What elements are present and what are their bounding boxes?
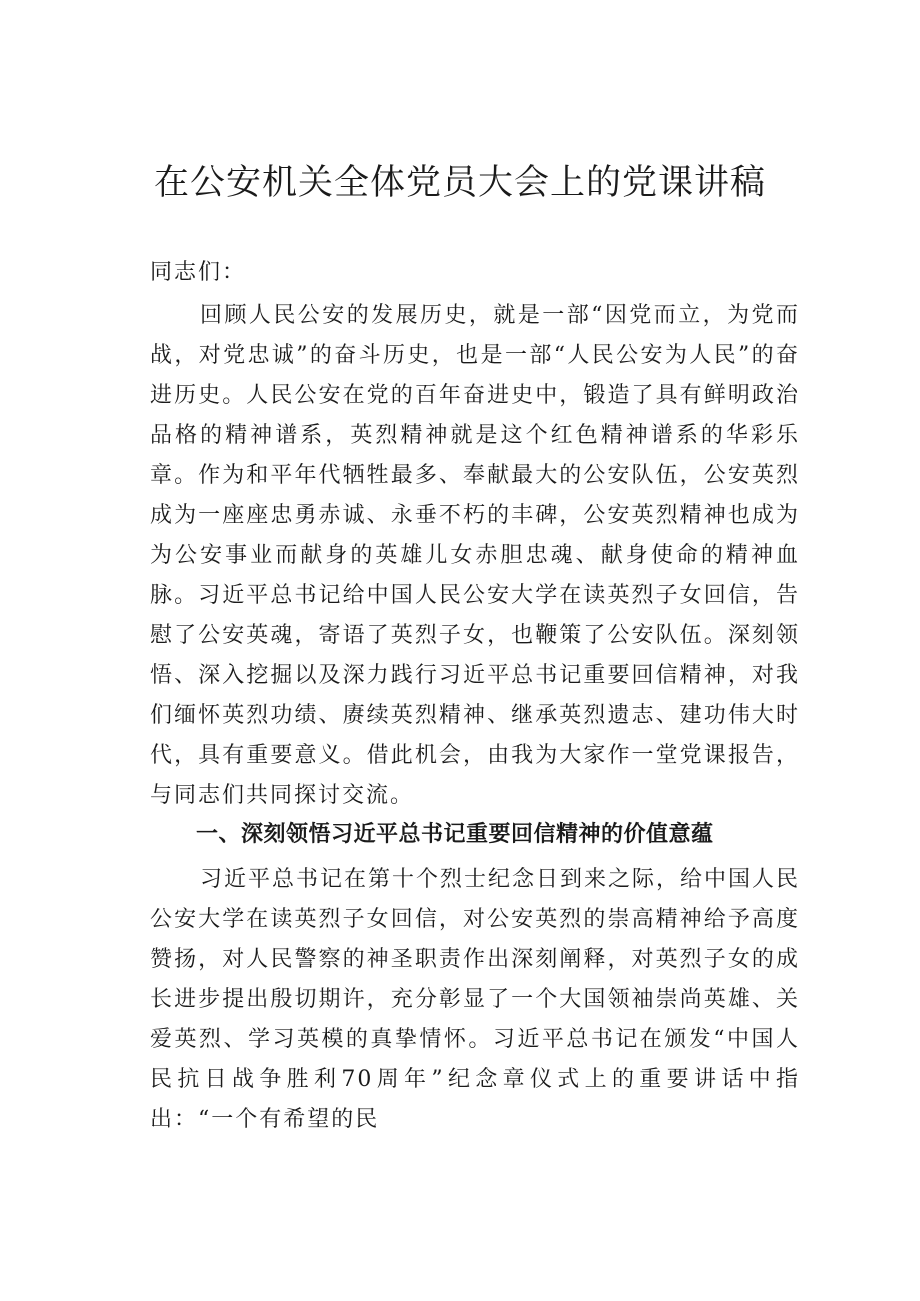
section-heading-1: 一、深刻领悟习近平总书记重要回信精神的价值意蕴 (196, 822, 714, 847)
paragraph-2: 习近平总书记在第十个烈士纪念日到来之际，给中国人民公安大学在读英烈子女回信，对公安英烈的崇高精神给予高度赞扬，对人民警察的神圣职责作出深刻阐释，对英烈子女的成长进步提出殷切期许，充分彰显了一个大国领袖崇尚英雄、关爱英烈、学习英模的真挚情怀。习近平总书记在颁发“中国人民抗日战争胜利70周年”纪念章仪式上的重要讲话中指出：“一个有希望的民 (150, 867, 801, 1132)
document-title: 在公安机关全体党员大会上的党课讲稿 (153, 163, 766, 203)
paragraph-1: 回顾人民公安的发展历史，就是一部“因党而立，为党而战，对党忠诚”的奋斗历史，也是一部“人民公安为人民”的奋进历史。人民公安在党的百年奋进史中，锻造了具有鲜明政治品格的精神谱系，英烈精神就是这个红色精神谱系的华彩乐章。作为和平年代牺牲最多、奉献最大的公安队伍，公安英烈成为一座座忠勇赤诚、永垂不朽的丰碑，公安英烈精神也成为为公安事业而献身的英雄儿女赤胆忠魂、献身使命的精神血脉。习近平总书记给中国人民公安大学在读英烈子女回信，告慰了公安英魂，寄语了英烈子女，也鞭策了公安队伍。深刻领悟、深入挖掘以及深力践行习近平总书记重要回信精神，对我们缅怀英烈功绩、赓续英烈精神、继承英烈遗志、建功伟大时代，具有重要意义。借此机会，由我为大家作一堂党课报告，与同志们共同探讨交流。 (150, 303, 800, 808)
salutation: 同志们： (150, 260, 247, 285)
